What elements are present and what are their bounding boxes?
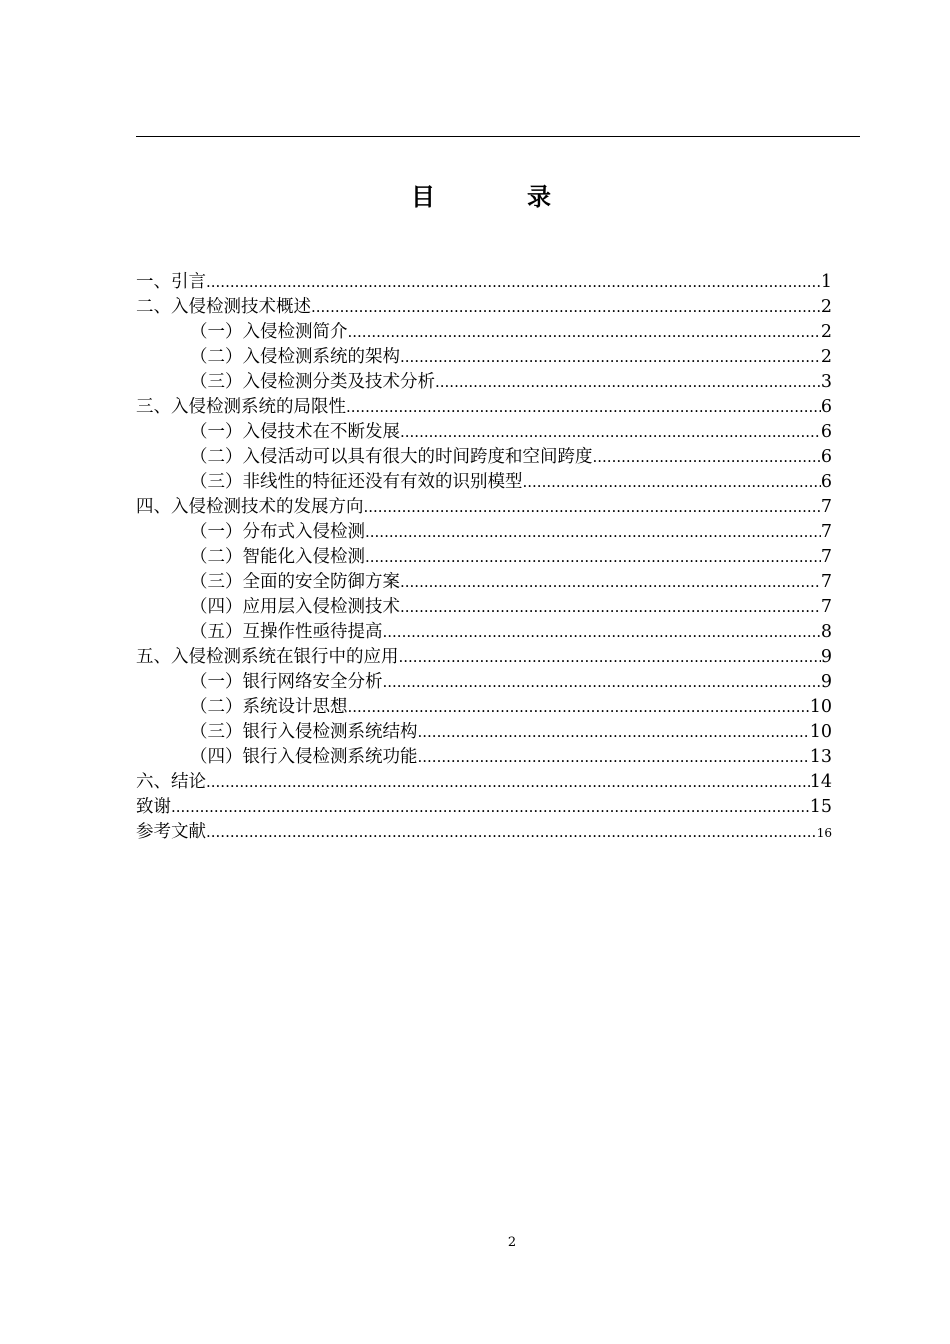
toc-dot-leader xyxy=(400,345,821,370)
toc-entry-acknowledgements[interactable] xyxy=(136,795,832,820)
toc-dot-leader xyxy=(593,445,821,470)
toc-entry-page: 6 xyxy=(820,472,832,492)
toc-entry-section-3-1[interactable] xyxy=(136,420,832,445)
toc-entry-section-3-2[interactable] xyxy=(136,445,832,470)
toc-entry-label: （二）智能化入侵检测 xyxy=(190,547,365,567)
toc-title: 目 录 xyxy=(411,182,585,211)
toc-entry-section-2-2[interactable] xyxy=(136,345,832,370)
toc-entry-section-2-3[interactable] xyxy=(136,370,832,395)
toc-entry-page: 16 xyxy=(816,826,832,840)
toc-dot-leader xyxy=(365,545,821,570)
toc-entry-label: （四）应用层入侵检测技术 xyxy=(190,597,400,617)
toc-entry-page: 9 xyxy=(820,672,832,692)
toc-entry-page: 7 xyxy=(820,597,832,617)
toc-dot-leader xyxy=(364,495,821,520)
toc-dot-leader xyxy=(346,395,821,420)
toc-entry-page: 6 xyxy=(820,397,832,417)
toc-entry-conclusion[interactable] xyxy=(136,770,832,795)
toc-entry-page: 14 xyxy=(809,772,832,792)
toc-entry-label: （五）互操作性亟待提高 xyxy=(190,622,383,642)
toc-entry-label: （一）分布式入侵检测 xyxy=(190,522,365,542)
toc-entry-label: 三、入侵检测系统的局限性 xyxy=(136,397,346,417)
toc-entry-label: （二）入侵活动可以具有很大的时间跨度和空间跨度 xyxy=(190,447,593,467)
toc-entry-references[interactable] xyxy=(136,820,832,845)
toc-entry-label: （三）入侵检测分类及技术分析 xyxy=(190,372,435,392)
toc-entry-section-4-4[interactable] xyxy=(136,595,832,620)
toc-entry-page: 7 xyxy=(820,497,832,517)
toc-entry-page: 10 xyxy=(809,697,832,717)
toc-entry-introduction[interactable] xyxy=(136,270,832,295)
toc-entry-section-5-3[interactable] xyxy=(136,720,832,745)
toc-entry-page: 13 xyxy=(809,747,832,767)
toc-dot-leader xyxy=(418,745,810,770)
toc-entry-page: 9 xyxy=(820,647,832,667)
header-rule xyxy=(136,136,860,137)
toc-entry-label: 一、引言 xyxy=(136,272,206,292)
toc-entry-page: 10 xyxy=(809,722,832,742)
toc-entry-label: （三）非线性的特征还没有有效的识别模型 xyxy=(190,472,523,492)
toc-entry-page: 2 xyxy=(820,347,832,367)
toc-entry-label: （二）系统设计思想 xyxy=(190,697,348,717)
toc-entry-chapter-2[interactable] xyxy=(136,295,832,320)
toc-dot-leader xyxy=(400,595,821,620)
toc-dot-leader xyxy=(206,820,817,845)
toc-entry-label: （二）入侵检测系统的架构 xyxy=(190,347,400,367)
toc-entry-label: 参考文献 xyxy=(136,822,206,842)
toc-entry-section-5-4[interactable] xyxy=(136,745,832,770)
toc-dot-leader xyxy=(523,470,821,495)
toc-entry-label: （三）银行入侵检测系统结构 xyxy=(190,722,418,742)
toc-dot-leader xyxy=(400,420,821,445)
toc-dot-leader xyxy=(435,370,821,395)
toc-dot-leader xyxy=(399,645,821,670)
toc-dot-leader xyxy=(400,570,821,595)
toc-entry-label: 六、结论 xyxy=(136,772,206,792)
toc-dot-leader xyxy=(418,720,810,745)
toc-entry-page: 15 xyxy=(809,797,832,817)
toc-entry-page: 2 xyxy=(820,297,832,317)
toc-dot-leader xyxy=(383,620,821,645)
toc-dot-leader xyxy=(206,270,821,295)
table-of-contents xyxy=(136,270,832,845)
toc-dot-leader xyxy=(206,770,810,795)
toc-entry-section-4-5[interactable] xyxy=(136,620,832,645)
toc-entry-label: （四）银行入侵检测系统功能 xyxy=(190,747,418,767)
toc-entry-label: （三）全面的安全防御方案 xyxy=(190,572,400,592)
toc-entry-section-5-1[interactable] xyxy=(136,670,832,695)
toc-entry-section-5-2[interactable] xyxy=(136,695,832,720)
toc-dot-leader xyxy=(348,695,810,720)
toc-entry-page: 6 xyxy=(820,447,832,467)
toc-entry-page: 3 xyxy=(820,372,832,392)
toc-dot-leader xyxy=(311,295,821,320)
toc-entry-section-3-3[interactable] xyxy=(136,470,832,495)
toc-entry-page: 7 xyxy=(820,547,832,567)
toc-entry-page: 8 xyxy=(820,622,832,642)
toc-dot-leader xyxy=(171,795,810,820)
toc-entry-label: （一）入侵检测简介 xyxy=(190,322,348,342)
toc-dot-leader xyxy=(365,520,821,545)
toc-entry-section-4-3[interactable] xyxy=(136,570,832,595)
toc-entry-section-4-2[interactable] xyxy=(136,545,832,570)
toc-entry-label: 五、入侵检测系统在银行中的应用 xyxy=(136,647,399,667)
toc-dot-leader xyxy=(383,670,821,695)
page-number: 2 xyxy=(507,1235,517,1250)
toc-entry-page: 7 xyxy=(820,522,832,542)
toc-entry-label: （一）银行网络安全分析 xyxy=(190,672,383,692)
toc-entry-label: （一）入侵技术在不断发展 xyxy=(190,422,400,442)
toc-dot-leader xyxy=(348,320,821,345)
toc-entry-chapter-5[interactable] xyxy=(136,645,832,670)
toc-entry-chapter-3[interactable] xyxy=(136,395,832,420)
toc-entry-page: 6 xyxy=(820,422,832,442)
toc-entry-section-4-1[interactable] xyxy=(136,520,832,545)
toc-entry-label: 致谢 xyxy=(136,797,171,817)
toc-entry-page: 7 xyxy=(820,572,832,592)
toc-entry-page: 2 xyxy=(820,322,832,342)
toc-entry-label: 二、入侵检测技术概述 xyxy=(136,297,311,317)
toc-entry-label: 四、入侵检测技术的发展方向 xyxy=(136,497,364,517)
toc-entry-section-2-1[interactable] xyxy=(136,320,832,345)
toc-entry-chapter-4[interactable] xyxy=(136,495,832,520)
toc-entry-page: 1 xyxy=(820,272,832,292)
